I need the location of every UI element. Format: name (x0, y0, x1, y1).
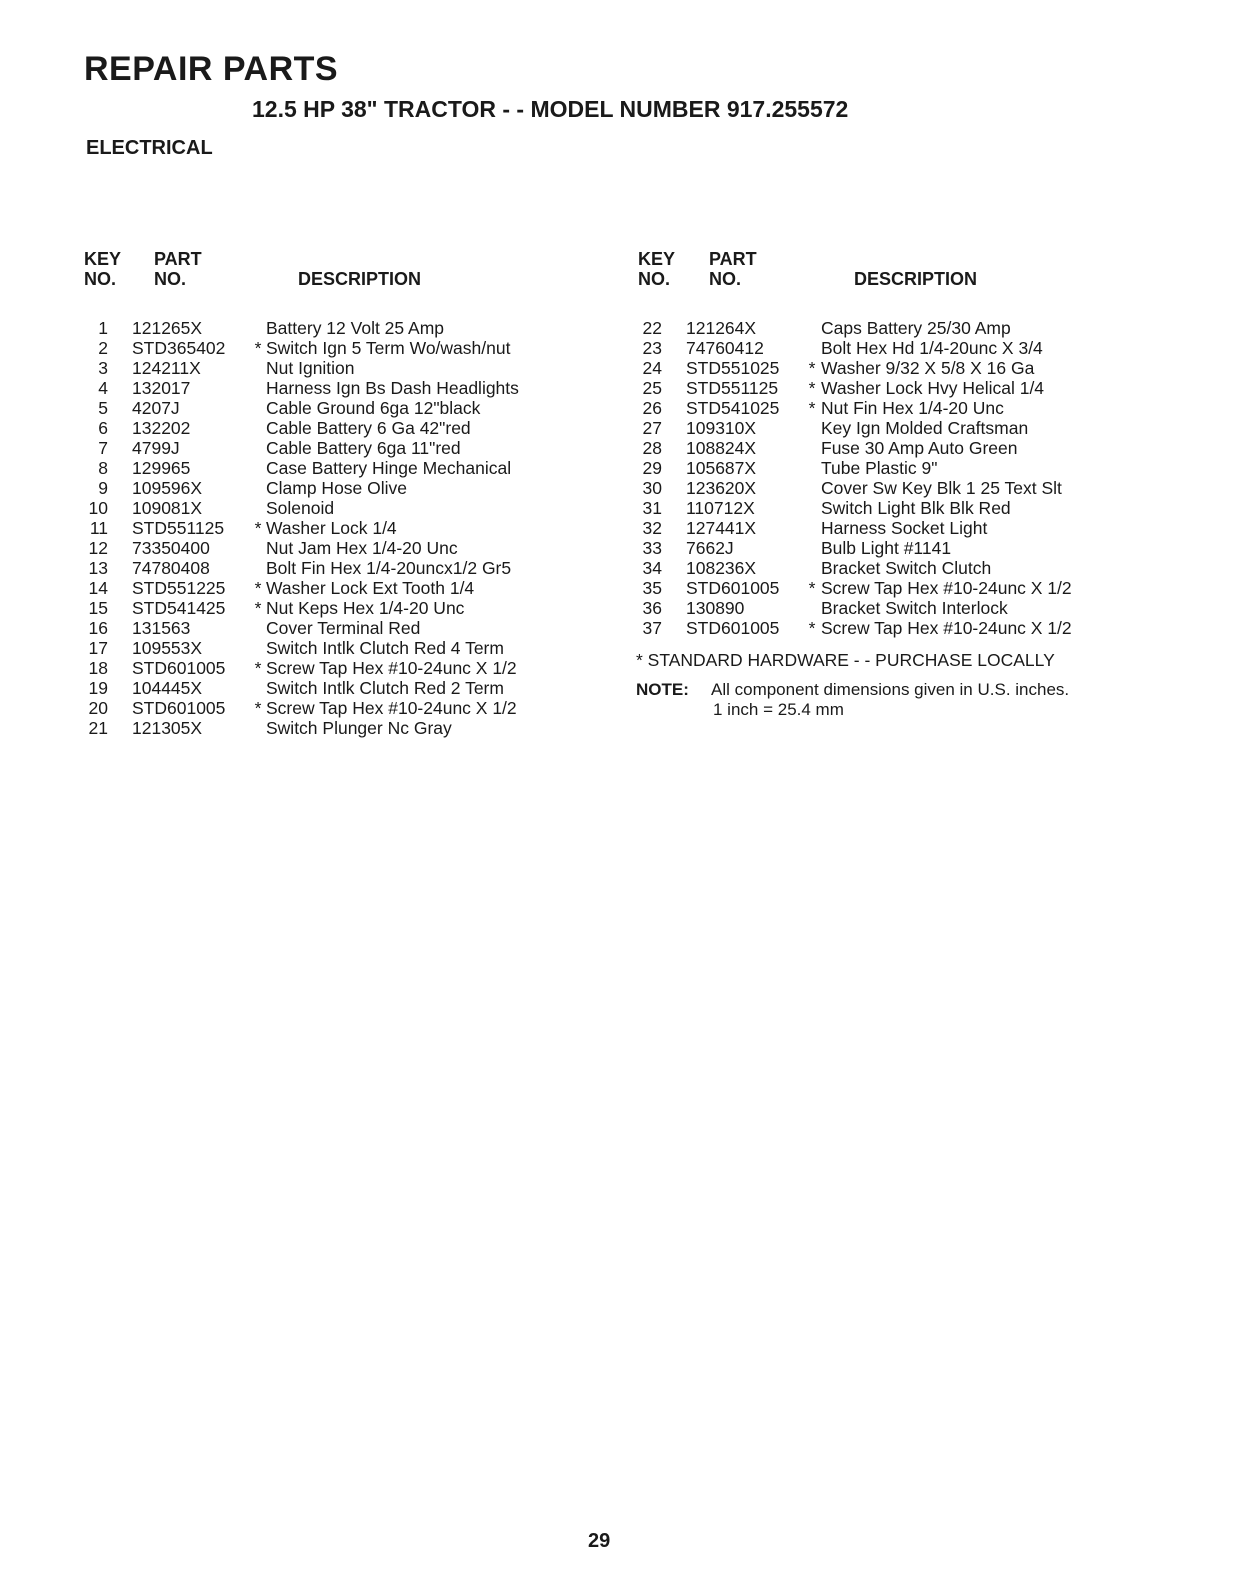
table-row (84, 358, 604, 378)
table-row (84, 318, 604, 338)
key-number: 10 (88, 498, 108, 518)
key-number: 6 (98, 418, 108, 438)
key-number: 19 (88, 678, 108, 698)
part-description: Cover Terminal Red (266, 618, 421, 638)
part-description: Screw Tap Hex #10-24unc X 1/2 (266, 658, 517, 678)
note-text-line2: 1 inch = 25.4 mm (713, 700, 844, 719)
key-number: 12 (88, 538, 108, 558)
part-description: Harness Socket Light (821, 518, 988, 538)
part-number: 109553X (132, 638, 203, 658)
part-number: 73350400 (132, 538, 210, 558)
key-number: 4 (98, 378, 108, 398)
standard-hardware-marker: * (808, 618, 816, 638)
page-title: REPAIR PARTS (84, 50, 339, 88)
part-description: Nut Ignition (266, 358, 355, 378)
table-row (638, 358, 1158, 378)
part-description: Switch Intlk Clutch Red 4 Term (266, 638, 504, 658)
part-number: 109081X (132, 498, 203, 518)
parts-rows-left (84, 318, 604, 738)
key-number: 17 (88, 638, 108, 658)
key-number: 26 (642, 398, 662, 418)
part-number: STD551225 (132, 578, 226, 598)
header-description-label: DESCRIPTION (298, 269, 422, 289)
table-row (638, 478, 1158, 498)
table-row (84, 418, 604, 438)
key-number: 14 (88, 578, 108, 598)
header-part-label: PART (154, 249, 202, 269)
standard-hardware-marker: * (808, 578, 816, 598)
standard-hardware-marker: * (254, 698, 262, 718)
table-row (84, 558, 604, 578)
part-number: STD365402 (132, 338, 226, 358)
table-row (84, 378, 604, 398)
part-description: Switch Intlk Clutch Red 2 Term (266, 678, 504, 698)
table-row (84, 698, 604, 718)
part-number: 121305X (132, 718, 203, 738)
table-row (638, 598, 1158, 618)
part-number: 109596X (132, 478, 203, 498)
key-number: 1 (98, 318, 108, 338)
key-number: 21 (88, 718, 108, 738)
part-number: 121265X (132, 318, 203, 338)
note-label: NOTE: (636, 680, 689, 699)
part-number: 129965 (132, 458, 191, 478)
header-part-label: PART (709, 249, 757, 269)
part-number: 4799J (132, 438, 180, 458)
part-description: Bracket Switch Interlock (821, 598, 1008, 618)
table-row (638, 378, 1158, 398)
table-row (638, 318, 1158, 338)
header-description-label: DESCRIPTION (854, 269, 978, 289)
key-number: 3 (98, 358, 108, 378)
part-description: Nut Jam Hex 1/4-20 Unc (266, 538, 458, 558)
part-description: Cable Battery 6 Ga 42"red (266, 418, 471, 438)
table-row (84, 438, 604, 458)
part-number: 132017 (132, 378, 191, 398)
key-number: 34 (642, 558, 662, 578)
table-row (638, 578, 1158, 598)
part-description: Washer Lock 1/4 (266, 518, 397, 538)
parts-table-right (638, 249, 1158, 638)
table-row (84, 498, 604, 518)
part-number: STD551125 (686, 378, 779, 398)
table-row (84, 578, 604, 598)
standard-hardware-marker: * (254, 338, 262, 358)
part-number: 4207J (132, 398, 180, 418)
part-description: Bracket Switch Clutch (821, 558, 992, 578)
part-number: STD551025 (686, 358, 780, 378)
table-row (84, 658, 604, 678)
key-number: 9 (98, 478, 108, 498)
standard-hardware-marker: * (808, 378, 816, 398)
standard-hardware-marker: * (254, 658, 262, 678)
key-number: 7 (98, 438, 108, 458)
part-number: STD601005 (686, 618, 780, 638)
part-number: 104445X (132, 678, 203, 698)
part-description: Fuse 30 Amp Auto Green (821, 438, 1018, 458)
standard-hardware-marker: * (254, 578, 262, 598)
key-number: 13 (88, 558, 108, 578)
table-header (84, 249, 604, 293)
key-number: 31 (642, 498, 662, 518)
part-description: Cable Ground 6ga 12"black (266, 398, 481, 418)
key-number: 2 (98, 338, 108, 358)
table-row (84, 398, 604, 418)
part-description: Bolt Fin Hex 1/4-20uncx1/2 Gr5 (266, 558, 512, 578)
key-number: 23 (642, 338, 662, 358)
note-text-line1: All component dimensions given in U.S. inches. (711, 680, 1070, 699)
standard-hardware-marker: * (254, 518, 262, 538)
part-number: 74760412 (686, 338, 764, 358)
table-row (638, 618, 1158, 638)
header-key-label: KEY (84, 249, 122, 269)
key-number: 24 (642, 358, 662, 378)
table-row (84, 618, 604, 638)
header-part-no-label: NO. (709, 269, 742, 289)
standard-hardware-marker: * (808, 398, 816, 418)
parts-rows-right (638, 318, 1158, 638)
standard-hardware-footnote: * STANDARD HARDWARE - - PURCHASE LOCALLY (636, 650, 1055, 670)
table-row (84, 518, 604, 538)
key-number: 33 (642, 538, 662, 558)
header-key-no-label: NO. (638, 269, 671, 289)
table-row (638, 518, 1158, 538)
key-number: 35 (642, 578, 662, 598)
part-description: Harness Ign Bs Dash Headlights (266, 378, 519, 398)
part-number: 127441X (686, 518, 757, 538)
part-number: STD541025 (686, 398, 780, 418)
part-description: Washer 9/32 X 5/8 X 16 Ga (821, 358, 1035, 378)
header-part-no-label: NO. (154, 269, 187, 289)
part-number: 121264X (686, 318, 757, 338)
part-number: 110712X (686, 498, 755, 518)
part-number: 74780408 (132, 558, 210, 578)
table-row (84, 718, 604, 738)
part-description: Cable Battery 6ga 11"red (266, 438, 461, 458)
part-description: Key Ign Molded Craftsman (821, 418, 1029, 438)
key-number: 27 (642, 418, 662, 438)
part-description: Nut Keps Hex 1/4-20 Unc (266, 598, 465, 618)
part-description: Switch Ign 5 Term Wo/wash/nut (266, 338, 511, 358)
part-number: STD601005 (132, 698, 226, 718)
part-description: Caps Battery 25/30 Amp (821, 318, 1011, 338)
part-number: STD541425 (132, 598, 226, 618)
part-number: 109310X (686, 418, 757, 438)
key-number: 37 (642, 618, 662, 638)
part-number: 123620X (686, 478, 757, 498)
key-number: 36 (642, 598, 662, 618)
table-row (638, 498, 1158, 518)
key-number: 32 (642, 518, 662, 538)
key-number: 30 (642, 478, 662, 498)
table-row (638, 398, 1158, 418)
part-description: Bolt Hex Hd 1/4-20unc X 3/4 (821, 338, 1043, 358)
part-description: Screw Tap Hex #10-24unc X 1/2 (266, 698, 517, 718)
part-number: 7662J (686, 538, 734, 558)
part-number: 108236X (686, 558, 757, 578)
table-row (638, 338, 1158, 358)
page-number: 29 (588, 1530, 611, 1552)
key-number: 11 (89, 518, 108, 538)
header-key-label: KEY (638, 249, 676, 269)
key-number: 16 (88, 618, 108, 638)
table-row (84, 678, 604, 698)
key-number: 15 (88, 598, 108, 618)
parts-table-left (84, 249, 604, 738)
table-row (84, 598, 604, 618)
part-description: Cover Sw Key Blk 1 25 Text Slt (821, 478, 1062, 498)
part-number: STD551125 (132, 518, 225, 538)
part-description: Solenoid (266, 498, 335, 518)
part-number: 124211X (132, 358, 201, 378)
part-description: Switch Plunger Nc Gray (266, 718, 452, 738)
section-heading: ELECTRICAL (86, 137, 213, 159)
part-description: Screw Tap Hex #10-24unc X 1/2 (821, 578, 1072, 598)
part-description: Switch Light Blk Blk Red (821, 498, 1011, 518)
part-description: Case Battery Hinge Mechanical (266, 458, 512, 478)
table-row (638, 558, 1158, 578)
standard-hardware-marker: * (254, 598, 262, 618)
part-description: Nut Fin Hex 1/4-20 Unc (821, 398, 1004, 418)
key-number: 8 (98, 458, 108, 478)
table-row (638, 538, 1158, 558)
table-header (638, 249, 1158, 293)
key-number: 18 (88, 658, 108, 678)
part-number: 108824X (686, 438, 757, 458)
part-number: 131563 (132, 618, 191, 638)
key-number: 29 (642, 458, 662, 478)
table-row (84, 458, 604, 478)
key-number: 28 (642, 438, 662, 458)
part-number: STD601005 (132, 658, 226, 678)
part-description: Washer Lock Hvy Helical 1/4 (821, 378, 1045, 398)
standard-hardware-marker: * (808, 358, 816, 378)
table-row (638, 418, 1158, 438)
key-number: 22 (642, 318, 662, 338)
part-description: Battery 12 Volt 25 Amp (266, 318, 445, 338)
table-row (84, 478, 604, 498)
part-number: 132202 (132, 418, 191, 438)
key-number: 20 (88, 698, 108, 718)
part-number: 130890 (686, 598, 745, 618)
table-row (84, 638, 604, 658)
table-row (638, 438, 1158, 458)
part-description: Clamp Hose Olive (266, 478, 408, 498)
header-key-no-label: NO. (84, 269, 117, 289)
part-description: Bulb Light #1141 (821, 538, 952, 558)
part-description: Tube Plastic 9" (821, 458, 938, 478)
key-number: 5 (98, 398, 108, 418)
model-subtitle: 12.5 HP 38" TRACTOR - - MODEL NUMBER 917.255572 (252, 96, 849, 122)
table-row (84, 338, 604, 358)
part-description: Screw Tap Hex #10-24unc X 1/2 (821, 618, 1072, 638)
part-number: 105687X (686, 458, 757, 478)
table-row (84, 538, 604, 558)
part-number: STD601005 (686, 578, 780, 598)
table-row (638, 458, 1158, 478)
key-number: 25 (642, 378, 662, 398)
part-description: Washer Lock Ext Tooth 1/4 (266, 578, 475, 598)
